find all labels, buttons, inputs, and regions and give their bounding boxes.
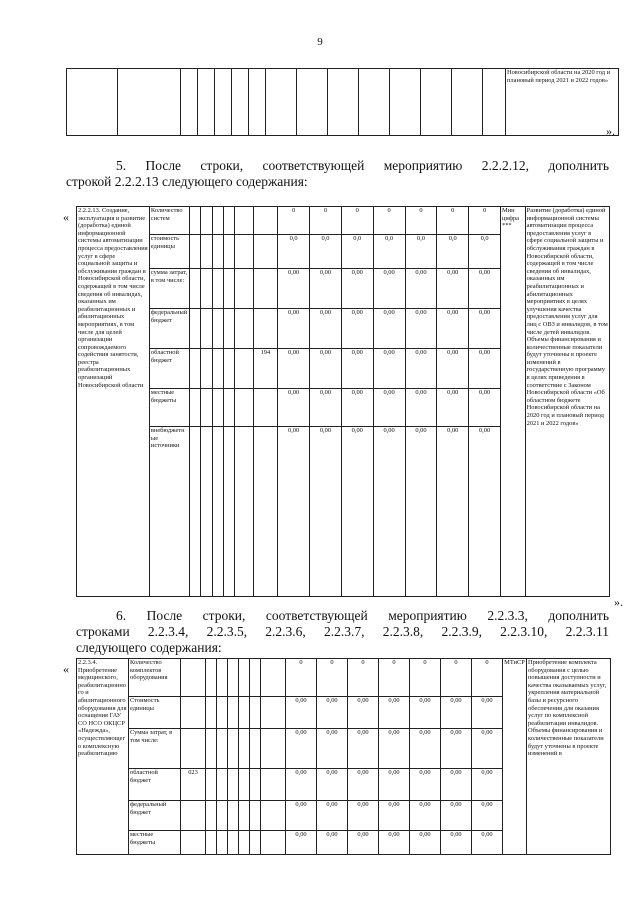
empty-cell xyxy=(212,269,223,309)
value-cell: 0,00 xyxy=(341,349,373,389)
budget-code xyxy=(181,801,206,831)
value-cell: 0,00 xyxy=(441,697,472,729)
value-cell: 0 xyxy=(317,659,348,697)
value-cell: 0,00 xyxy=(278,389,310,427)
value-cell: 0,00 xyxy=(310,309,342,349)
empty-cell xyxy=(235,207,253,235)
row-label: стоимость единицы xyxy=(149,235,189,269)
value-cell: 0,00 xyxy=(437,269,469,309)
value-cell: 0,00 xyxy=(410,831,441,855)
empty-cell xyxy=(223,389,234,427)
value-cell: 0,00 xyxy=(317,831,348,855)
value-cell: 0,00 xyxy=(379,769,410,801)
paragraph-5-line-1: 5. После строки, соответствующей мероприятию 2.2.2.12, дополнить xyxy=(116,158,609,173)
top-table-fragment xyxy=(66,68,619,136)
empty-cell xyxy=(250,769,261,801)
empty-cell xyxy=(228,659,239,697)
paragraph-6-line-2: строками 2.2.3.4, 2.2.3.5, 2.2.3.6, 2.2.3.7, 2.2.3.8, 2.2.3.9, 2.2.3.10, 2.2.3.11 xyxy=(76,624,609,639)
value-cell: 0,00 xyxy=(379,729,410,769)
empty-cell xyxy=(189,269,200,309)
value-cell: 0,00 xyxy=(278,349,310,389)
empty-cell xyxy=(189,427,200,597)
value-cell: 0,00 xyxy=(373,269,405,309)
budget-code xyxy=(253,235,278,269)
empty-cell xyxy=(206,801,217,831)
empty-cell xyxy=(261,659,286,697)
value-cell: 0,00 xyxy=(472,697,503,729)
row-label: федеральный бюджет xyxy=(129,801,181,831)
value-cell: 0,00 xyxy=(441,729,472,769)
value-cell: 0,00 xyxy=(441,769,472,801)
row-label: федеральный бюджет xyxy=(149,309,189,349)
value-cell: 0,00 xyxy=(348,697,379,729)
value-cell: 0,0 xyxy=(469,235,501,269)
row-label: сумма затрат, в том числе: xyxy=(149,269,189,309)
paragraph-6-line-3: следующего содержания: xyxy=(76,640,222,655)
value-cell: 0 xyxy=(373,207,405,235)
value-cell: 0,00 xyxy=(310,389,342,427)
value-cell: 0,00 xyxy=(341,427,373,597)
table-row xyxy=(77,659,611,697)
executor: МТиСР xyxy=(503,659,527,855)
empty-cell xyxy=(201,349,212,389)
row-label: Количество систем xyxy=(149,207,189,235)
empty-cell xyxy=(261,769,286,801)
value-cell: 0,00 xyxy=(373,389,405,427)
value-cell: 0,00 xyxy=(410,801,441,831)
empty-cell xyxy=(239,697,250,729)
measure-table-2-2-3-4 xyxy=(76,658,611,855)
empty-cell xyxy=(223,349,234,389)
close-quote-mark-2: ». xyxy=(614,595,623,609)
budget-code xyxy=(253,427,278,597)
paragraph-5-line-2: строкой 2.2.2.13 следующего содержания: xyxy=(66,174,308,189)
budget-code xyxy=(181,729,206,769)
row-label: областной бюджет xyxy=(149,349,189,389)
value-cell: 0,00 xyxy=(437,309,469,349)
value-cell: 0,00 xyxy=(348,729,379,769)
value-cell: 0,00 xyxy=(469,309,501,349)
empty-cell xyxy=(235,269,253,309)
empty-cell xyxy=(223,427,234,597)
top-table-tail-text: Новосибирской области на 2020 год и плановый период 2021 и 2022 годов» xyxy=(506,69,619,136)
measure-name: 2.2.3.4. Приобретение медицинского, реабилитационного и абилитационного оборудования для оснащения ГАУ СО НСО ОКЦСР «Надежда», осуществляющего комплексную реабилитацию xyxy=(77,659,129,855)
empty-cell xyxy=(206,769,217,801)
row-label: Количество комплектов оборудования xyxy=(129,659,181,697)
value-cell: 0 xyxy=(310,207,342,235)
value-cell: 0,00 xyxy=(286,801,317,831)
empty-cell xyxy=(239,769,250,801)
empty-cell xyxy=(217,831,228,855)
value-cell: 0,00 xyxy=(310,349,342,389)
value-cell: 0,00 xyxy=(379,801,410,831)
empty-cell xyxy=(250,801,261,831)
empty-cell xyxy=(228,729,239,769)
empty-cell xyxy=(206,697,217,729)
empty-cell xyxy=(212,349,223,389)
value-cell: 0,00 xyxy=(373,427,405,597)
value-cell: 0,00 xyxy=(472,831,503,855)
value-cell: 0,00 xyxy=(278,427,310,597)
empty-cell xyxy=(239,831,250,855)
empty-cell xyxy=(235,349,253,389)
value-cell: 0,00 xyxy=(405,269,437,309)
row-label: местные бюджеты xyxy=(129,831,181,855)
empty-cell xyxy=(250,831,261,855)
budget-code xyxy=(253,269,278,309)
empty-cell xyxy=(235,309,253,349)
value-cell: 0,00 xyxy=(341,269,373,309)
value-cell: 0 xyxy=(348,659,379,697)
value-cell: 0,00 xyxy=(469,269,501,309)
value-cell: 0,0 xyxy=(405,235,437,269)
budget-code: 023 xyxy=(181,769,206,801)
value-cell: 0,00 xyxy=(310,269,342,309)
value-cell: 0,00 xyxy=(472,769,503,801)
budget-code xyxy=(181,659,206,697)
empty-cell xyxy=(212,309,223,349)
table-row xyxy=(77,207,610,235)
value-cell: 0 xyxy=(441,659,472,697)
empty-cell xyxy=(223,309,234,349)
empty-cell xyxy=(261,729,286,769)
paragraph-6-line-1: 6. После строки, соответствующей мероприятию 2.2.3.3, дополнить xyxy=(116,608,609,623)
empty-cell xyxy=(261,801,286,831)
value-cell: 0,00 xyxy=(405,427,437,597)
row-label: внебюджетные источники xyxy=(149,427,189,597)
empty-cell xyxy=(212,235,223,269)
value-cell: 0,00 xyxy=(437,349,469,389)
empty-cell xyxy=(206,659,217,697)
value-cell: 0 xyxy=(469,207,501,235)
empty-cell xyxy=(201,427,212,597)
measure-table-2-2-2-13 xyxy=(76,206,610,597)
empty-cell xyxy=(223,207,234,235)
value-cell: 0,00 xyxy=(278,269,310,309)
expected-result: Приобретение комплекта оборудования с целью повышения доступности и качества оказываемых услуг, укрепления материальной базы и ресурсного обеспечения для оказания услуг по комплексной реабилитации инвалидов. Объемы финансирования и количественные показатели будут уточнены в проекте изменений в xyxy=(527,659,611,855)
value-cell: 0,0 xyxy=(310,235,342,269)
value-cell: 0,00 xyxy=(472,729,503,769)
empty-cell xyxy=(250,659,261,697)
budget-code xyxy=(181,697,206,729)
value-cell: 0 xyxy=(341,207,373,235)
value-cell: 0,0 xyxy=(278,235,310,269)
value-cell: 0,00 xyxy=(317,801,348,831)
row-label: местные бюджеты xyxy=(149,389,189,427)
value-cell: 0,00 xyxy=(405,349,437,389)
value-cell: 0,00 xyxy=(341,389,373,427)
value-cell: 0 xyxy=(472,659,503,697)
budget-code xyxy=(253,207,278,235)
empty-cell xyxy=(189,235,200,269)
empty-cell xyxy=(250,729,261,769)
empty-cell xyxy=(189,207,200,235)
expected-result: Развитие (доработка) единой информационной системы автоматизации процесса предоставления услуг в сфере социальной защиты и обслуживания граждан в Новосибирской области, содержащей в том числе сведения об инвалидах, оказанных им реабилитационных и абилитационных мероприятиях в целях улучшения качества предоставления услуг для лиц с ОВЗ и инвалидов, в том числе детей инвалидов. Объемы финансирования и количественные показатели будут уточнены в проекте изменений в государственную программу в целях приведения в соответствие с Законом Новосибирской области «Об областном бюджете Новосибирской области на 2020 год и плановый период 2021 и 2022 годов» xyxy=(525,207,609,597)
empty-cell xyxy=(235,389,253,427)
value-cell: 0,00 xyxy=(373,349,405,389)
empty-cell xyxy=(201,207,212,235)
empty-cell xyxy=(235,427,253,597)
empty-cell xyxy=(217,769,228,801)
row-label: областной бюджет xyxy=(129,769,181,801)
open-quote-mark-3: « xyxy=(63,662,69,676)
executor: Мин цифра *** xyxy=(501,207,526,597)
value-cell: 0,00 xyxy=(341,309,373,349)
measure-name: 2.2.2.13. Создание, эксплуатация и развитие (доработка) единой информационной системы автоматизации процесса предоставления услуг в сфере социальной защиты и обслуживания граждан в Новосибирской области, содержащей в том числе сведения об инвалидах, оказанных им реабилитационных и абилитационных мероприятиях, в том числе для целей организации сопровождаемого содействия занятости, реестра реабилитационных организаций Новосибирской области xyxy=(77,207,150,597)
value-cell: 0,00 xyxy=(348,801,379,831)
value-cell: 0,00 xyxy=(469,427,501,597)
value-cell: 0,00 xyxy=(317,769,348,801)
value-cell: 0,00 xyxy=(410,769,441,801)
value-cell: 0,00 xyxy=(286,831,317,855)
empty-cell xyxy=(261,697,286,729)
value-cell: 0,00 xyxy=(348,769,379,801)
empty-cell xyxy=(212,427,223,597)
empty-cell xyxy=(261,831,286,855)
budget-code xyxy=(181,831,206,855)
empty-cell xyxy=(201,235,212,269)
value-cell: 0,00 xyxy=(310,427,342,597)
empty-cell xyxy=(217,659,228,697)
value-cell: 0 xyxy=(410,659,441,697)
empty-cell xyxy=(228,801,239,831)
empty-cell xyxy=(189,349,200,389)
empty-cell xyxy=(235,235,253,269)
value-cell: 0,00 xyxy=(437,389,469,427)
value-cell: 0,00 xyxy=(286,769,317,801)
empty-cell xyxy=(217,697,228,729)
empty-cell xyxy=(217,729,228,769)
close-quote-mark: ». xyxy=(606,124,615,138)
value-cell: 0,00 xyxy=(437,427,469,597)
empty-cell xyxy=(217,801,228,831)
budget-code xyxy=(253,389,278,427)
value-cell: 0 xyxy=(286,659,317,697)
value-cell: 0,00 xyxy=(405,389,437,427)
value-cell: 0,0 xyxy=(341,235,373,269)
empty-cell xyxy=(206,831,217,855)
empty-cell xyxy=(206,729,217,769)
empty-cell xyxy=(239,659,250,697)
value-cell: 0,00 xyxy=(286,697,317,729)
value-cell: 0,00 xyxy=(472,801,503,831)
value-cell: 0 xyxy=(437,207,469,235)
value-cell: 0,00 xyxy=(379,831,410,855)
empty-cell xyxy=(228,769,239,801)
empty-cell xyxy=(212,389,223,427)
value-cell: 0 xyxy=(379,659,410,697)
budget-code xyxy=(253,309,278,349)
value-cell: 0,00 xyxy=(317,729,348,769)
value-cell: 0 xyxy=(278,207,310,235)
budget-code: 194 xyxy=(253,349,278,389)
row-label: Стоимость единицы xyxy=(129,697,181,729)
value-cell: 0,00 xyxy=(410,729,441,769)
empty-cell xyxy=(223,269,234,309)
empty-cell xyxy=(228,697,239,729)
value-cell: 0,00 xyxy=(379,697,410,729)
value-cell: 0,00 xyxy=(317,697,348,729)
value-cell: 0,0 xyxy=(373,235,405,269)
empty-cell xyxy=(228,831,239,855)
value-cell: 0,00 xyxy=(286,729,317,769)
empty-cell xyxy=(201,309,212,349)
page-number: 9 xyxy=(317,36,323,48)
value-cell: 0,00 xyxy=(469,389,501,427)
empty-cell xyxy=(189,389,200,427)
open-quote-mark: « xyxy=(63,210,69,224)
empty-cell xyxy=(239,729,250,769)
empty-cell xyxy=(239,801,250,831)
value-cell: 0 xyxy=(405,207,437,235)
empty-cell xyxy=(212,207,223,235)
empty-cell xyxy=(189,309,200,349)
empty-cell xyxy=(223,235,234,269)
empty-cell xyxy=(201,389,212,427)
value-cell: 0,00 xyxy=(348,831,379,855)
empty-cell xyxy=(250,697,261,729)
value-cell: 0,00 xyxy=(405,309,437,349)
row-label: Сумма затрат, в том числе: xyxy=(129,729,181,769)
value-cell: 0,00 xyxy=(441,801,472,831)
value-cell: 0,00 xyxy=(410,697,441,729)
empty-cell xyxy=(201,269,212,309)
value-cell: 0,0 xyxy=(437,235,469,269)
value-cell: 0,00 xyxy=(373,309,405,349)
value-cell: 0,00 xyxy=(441,831,472,855)
value-cell: 0,00 xyxy=(469,349,501,389)
value-cell: 0,00 xyxy=(278,309,310,349)
